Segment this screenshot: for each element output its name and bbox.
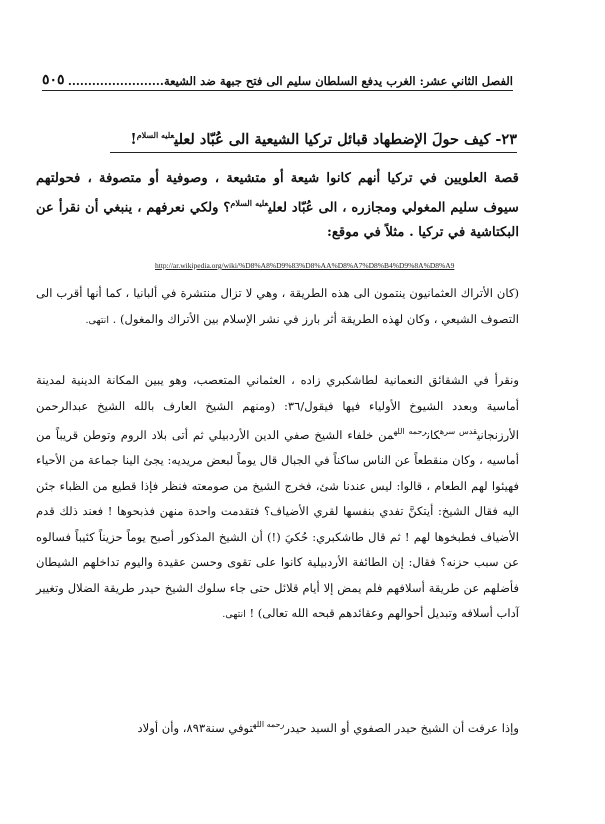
paragraph-3-text: وإذا عرفت أن الشيخ حيدر الصفوي أو السيد حيدر xyxy=(284,720,519,735)
honorific-mark: رحمه الله xyxy=(253,720,285,729)
intro-text-end: ؟ ولكي نعرفهم ، ينبغي أن نقرأ عن البكتاشية في تركيا . مثلاً في موقع: xyxy=(36,200,519,241)
intro-text: قصة العلويين في تركيا أنهم كانوا شيعة أو متشيعة ، وصوفية أو متصوفة ، فحولتهم سيوف سليم المغولي ومجازره ، الى عُبّاد لعلي xyxy=(36,171,519,216)
honorific-mark: عليه السلام xyxy=(136,130,175,140)
section-heading-text: ٢٣- كيف حولَ الإضطهاد قبائل تركيا الشيعية الى عُبّاد لعلي xyxy=(174,130,517,148)
heading-underline xyxy=(110,152,517,153)
paragraph-2-text-b: كان xyxy=(426,427,440,442)
page-number: ٥٠٥ xyxy=(42,72,65,88)
paragraph-2-end: انتهى. xyxy=(222,609,246,621)
paragraph-3-text-b: توفي سنة٨٩٣، وأن أولاد xyxy=(137,720,254,735)
paragraph-2 xyxy=(36,368,519,628)
honorific-mark: رحمه الله xyxy=(393,427,427,436)
section-heading-end: ! xyxy=(130,130,137,148)
paragraph-1 xyxy=(36,281,519,333)
paragraph-1-end: انتهى. xyxy=(85,314,109,326)
honorific-mark: عليه السلام xyxy=(230,198,269,208)
running-header xyxy=(42,62,513,91)
intro-paragraph xyxy=(36,166,519,245)
leader-dots: ........................ xyxy=(67,74,164,88)
paragraph-2-text-a: ونقرأ في الشقائق النعمانية لطاشكبري زاده ، العثماني المتعصب، وهو يبين المكانة الدينية لمدينة أماسية وبعدد الشيوخ الأولياء فيها فيقول/٣٦: (ومنهم الشيخ العارف بالله الشيخ عبدالرحمن الأرزنجاني xyxy=(36,373,520,442)
honorific-mark: قدس سره xyxy=(439,427,478,436)
paragraph-3 xyxy=(36,712,519,741)
paragraph-1-text: (كان الأتراك العثمانيون ينتمون الى هذه الطريقة ، وهي لا تزال منتشرة في ألبانيا ، كما أنها أقرب الى التصوف الشيعي ، وكان لهذه الطريقة أثر بارز في نشر الإسلام بين الأتراك والمغول) . xyxy=(36,286,519,326)
paragraph-2-text-c: من خلفاء الشيخ صفي الدين الأردبيلي ثم أتى بلاد الروم وتوطن قريباً من أماسيه ، وكان منقطعاً عن الناس ساكناً في الجبال قال يوماً لبعض مريديه: يجئ الينا جماعة من الأحياء فهيئوا لهم الطعام ، قالوا: ليس عندنا شئ، فخرج الشيخ من صومعته فنظر فإذا قطيع من الظباء جئن اليه فقال الشيخ: أيتكنَّ تفدي بنفسها لقري الأضياف؟ فتقدمت واحدة منهن فذبحوها ! فعند ذلك قدم الأضياف فطبخوها لهم ! ثم قال طاشكبري: حُكيَ (!) أن الشيخ المذكور أصبح يوماً حزيناً كئيباً فسالوه عن سبب حزنه؟ فقال: إن الطائفة الأردبيلية كانوا على تقوى وحسن عقيدة واليوم تداخلهم الشيطان فأضلهم عن طريقة أسلافهم فلم يمض إلا أيام قلائل حتى جاء سلوك الشيخ حيدر طريقة الضلال وتغيير آداب أسلافه وتبديل أحوالهم وعقائدهم قبحه الله تعالى) ! xyxy=(36,427,519,621)
section-heading xyxy=(110,130,517,148)
wikipedia-link[interactable]: http://ar.wikipedia.org/wiki/%D8%A8%D9%83%D8%AA%D8%A7%D8%B4%D9%8A%D8%A9 xyxy=(155,261,455,270)
chapter-title: الفصل الثاني عشر: الغرب يدفع السلطان سليم الى فتح جبهة ضد الشيعة xyxy=(163,74,513,88)
